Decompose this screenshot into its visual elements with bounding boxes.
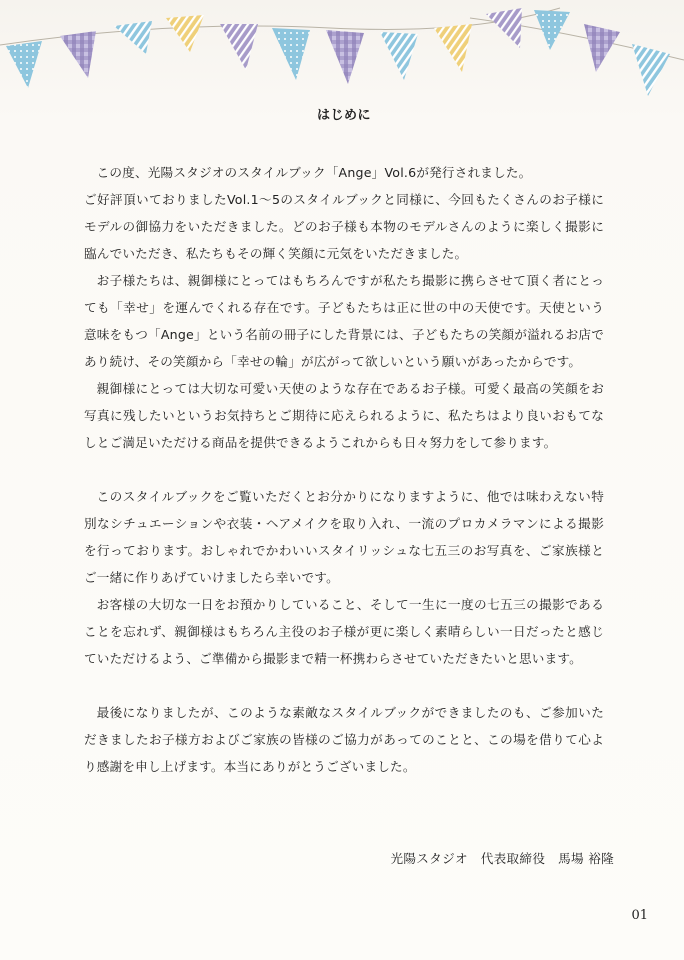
flag [434,24,472,72]
flag [220,24,258,70]
flag [584,24,620,72]
paragraph: この度、光陽スタジオのスタイルブック「Ange」Vol.6が発行されました。 [96,165,532,180]
flag [486,8,522,48]
flag [272,28,310,80]
paragraph: 親御様にとっては大切な可愛い天使のような存在であるお子様。可愛く最高の笑顔をお写真に残したいというお気持ちとご期待に応えられるように、私たちはより良いおもてなしとご満足いただける商品を提供できるようこれからも日々努力をして参ります。 [84,381,604,450]
flag [6,41,42,88]
paragraph: このスタイルブックをご覧いただくとお分かりになりますように、他では味わえない特別なシチュエーションや衣装・ヘアメイクを取り入れ、一流のプロカメラマンによる撮影を行っております。おしゃれでかわいいスタイリッシュな七五三のお写真を、ご家族様とご一緒に作りあげていけましたら幸いです。 [84,489,604,585]
bunting-decoration [0,0,684,110]
flag [632,44,670,96]
flag [60,31,96,78]
paragraph: ご好評頂いておりましたVol.1～5のスタイルブックと同様に、今回もたくさんのお子様にモデルの御協力をいただきました。どのお子様も本物のモデルさんのように楽しく撮影に臨んでいただき、私たちもその輝く笑顔に元気をいただきました。 [84,192,604,261]
page-number: 01 [631,908,648,923]
document-body [84,104,604,780]
flag [380,32,418,80]
signature: 光陽スタジオ 代表取締役 馬場 裕隆 [390,851,614,866]
paragraph: お子様たちは、親御様にとってはもちろんですが私たち撮影に携らさせて頂く者にとっても「幸せ」を運んでくれる存在です。子どもたちは正に世の中の天使です。天使という意味をもつ「Ange」という名前の冊子にした背景には、子どもたちの笑顔が溢れるお店であり続け、その笑顔から「幸せの輪」が広がって欲しいという願いがあったからです。 [84,273,604,369]
flag [114,21,152,54]
paragraph: 最後になりましたが、このような素敵なスタイルブックができましたのも、ご参加いただきましたお子様方およびご家族の皆様のご協力があってのことと、この場を借りて心より感謝を申し上げます。本当にありがとうございました。 [84,705,604,774]
flag [166,15,204,52]
page-heading: はじめに [316,108,371,123]
flag [534,10,570,50]
flag [326,30,364,84]
paragraph: お客様の大切な一日をお預かりしていること、そして一生に一度の七五三の撮影であることを忘れず、親御様はもちろん主役のお子様が更に楽しく素晴らしい一日だったと感じていただけるよう、ご準備から撮影まで精一杯携わらさせていただきたいと思います。 [84,597,604,666]
